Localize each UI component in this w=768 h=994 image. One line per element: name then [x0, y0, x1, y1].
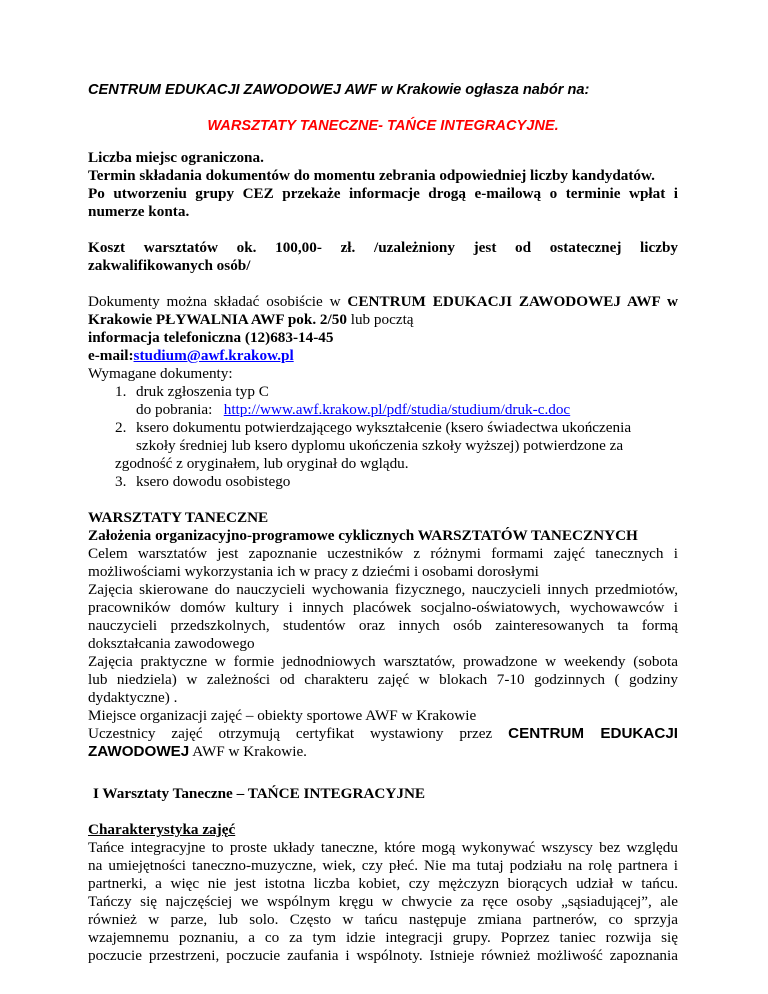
paragraph-line: na umiejętności taneczno-muzyczne, wiek, czy płeć. Nie ma tutaj podziału na rolę partnera i [88, 857, 678, 874]
section-heading: I Warsztaty Taneczne – TAŃCE INTEGRACYJNE [93, 785, 426, 802]
paragraph-line: lub niedziela) w zależności od charakteru zajęć w blokach 7-10 godzinnych ( godziny [88, 671, 678, 688]
list-item: ksero dokumentu potwierdzającego wykształcenie (ksero świadectwa ukończenia [136, 419, 632, 436]
documents-intro [88, 293, 678, 311]
documents-intro-text: Dokumenty można składać osobiście w [88, 293, 348, 310]
list-number: 3. [115, 473, 127, 490]
certificate-text: AWF w Krakowie. [189, 743, 307, 760]
phone-info: informacja telefoniczna (12)683-14-45 [88, 329, 334, 346]
list-item-cont: zgodność z oryginałem, lub oryginał do wglądu. [115, 455, 409, 472]
paragraph-line: dokształcania zawodowego [88, 635, 255, 652]
paragraph-line: wzajemnemu poznaniu, a co za tym idzie integracji grupy. Poprzez taniec rozwija się [88, 929, 678, 946]
certificate-text: Uczestnicy zajęć otrzymują certyfikat wystawiony przez [88, 725, 509, 742]
list-number: 2. [115, 419, 127, 436]
paragraph-line: możliwościami wykorzystania ich w pracy z dziećmi i osobami dorosłymi [88, 563, 539, 580]
notice-line: Po utworzeniu grupy CEZ przekaże informacje drogą e-mailową o terminie wpłat i [88, 185, 678, 202]
email-link[interactable]: studium@awf.krakow.pl [133, 347, 294, 364]
paragraph-line: Zajęcia praktyczne w formie jednodniowych warsztatów, prowadzone w weekendy (sobota [88, 653, 678, 670]
notice-line: Liczba miejsc ograniczona. [88, 149, 264, 166]
paragraph-line: Miejsce organizacji zajęć – obiekty sportowe AWF w Krakowie [88, 707, 477, 724]
documents-intro-org: CENTRUM EDUKACJI ZAWODOWEJ AWF w [347, 293, 678, 310]
certificate-org: CENTRUM EDUKACJI [508, 725, 678, 742]
email-line [88, 347, 678, 365]
paragraph-line: Tańce integracyjne to proste układy taneczne, które mogą wykonywać wszyscy bez względu [88, 839, 678, 856]
download-label: do pobrania: [136, 401, 213, 418]
cost-line: zakwalifikowanych osób/ [88, 257, 251, 274]
paragraph-line: dydaktyczne) . [88, 689, 178, 706]
list-item: ksero dowodu osobistego [136, 473, 291, 490]
certificate-org: ZAWODOWEJ [88, 743, 190, 760]
cost-line: Koszt warsztatów ok. 100,00- zł. /uzależniony jest od ostatecznej liczby [88, 239, 678, 256]
notice-line: numerze konta. [88, 203, 190, 220]
documents-place [88, 311, 678, 329]
certificate-line [88, 743, 678, 761]
certificate-line [88, 725, 678, 743]
workshops-heading: WARSZTATY TANECZNE [88, 509, 269, 526]
paragraph-line: Zajęcia skierowane do nauczycieli wychowania fizycznego, nauczycieli innych przedmiotów, [88, 581, 678, 598]
notice-line: Termin składania dokumentów do momentu zebrania odpowiedniej liczby kandydatów. [88, 167, 655, 184]
workshops-subheading: Założenia organizacyjno-programowe cyklicznych WARSZTATÓW TANECZNYCH [88, 527, 638, 544]
paragraph-line: partnerki, a więc nie jest istotna liczba kobiet, czy mężczyzn biorących udział w tańcu. [88, 875, 678, 892]
paragraph-line: pracowników domów kultury i innych placówek socjalno-oświatowych, wychowawców i [88, 599, 678, 616]
email-label: e-mail: [88, 347, 134, 364]
download-link[interactable]: http://www.awf.krakow.pl/pdf/studia/studium/druk-c.doc [223, 401, 571, 418]
paragraph-line: Celem warsztatów jest zapoznanie uczestników z różnymi formami zajęć tanecznych i [88, 545, 678, 562]
documents-place-rest: lub pocztą [346, 311, 414, 328]
paragraph-line: nauczycieli przedszkolnych, studentów oraz innych osób zainteresowanych ta formą [88, 617, 678, 634]
list-number: 1. [115, 383, 127, 400]
documents-place-text: Krakowie PŁYWALNIA AWF pok. 2/50 [88, 311, 347, 328]
paragraph-line: również w parze, lub solo. Często w tańcu następuje zmiana partnerów, co sprzyja [88, 911, 678, 928]
paragraph-line: Tańczy się najczęściej we wspólnym kręgu w chwycie za ręce osoby „sąsiadującej”, ale [88, 893, 678, 910]
required-docs-heading: Wymagane dokumenty: [88, 365, 233, 382]
list-item-cont: szkoły średniej lub ksero dyplomu ukończenia szkoły wyższej) potwierdzone za [136, 437, 624, 454]
download-line [136, 401, 696, 419]
list-item: druk zgłoszenia typ C [136, 383, 269, 400]
paragraph-line: poczucie przestrzeni, poczucie zaufania i wspólnoty. Istnieje również możliwość zapoznania [88, 947, 678, 964]
announcement-subtitle: WARSZTATY TANECZNE- TAŃCE INTEGRACYJNE. [207, 118, 559, 134]
characteristics-heading: Charakterystyka zajęć [88, 821, 236, 838]
announcement-title: CENTRUM EDUKACJI ZAWODOWEJ AWF w Krakowie ogłasza nabór na: [88, 82, 590, 98]
